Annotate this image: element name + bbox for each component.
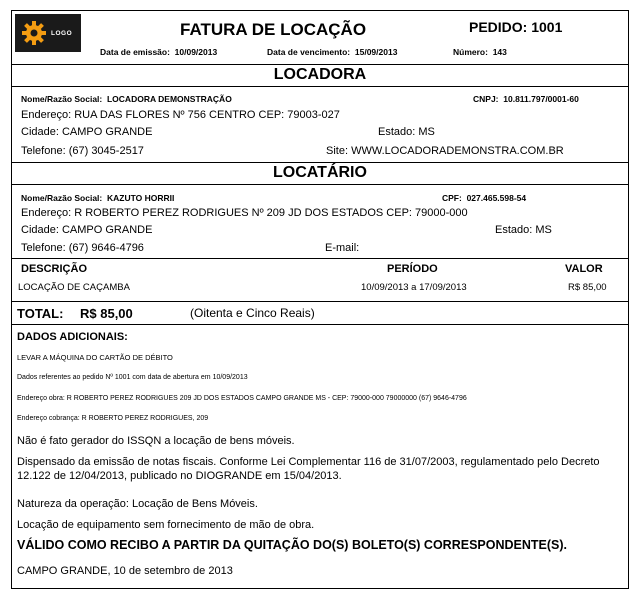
due-date-label: Data de vencimento: — [267, 47, 351, 57]
additional-line: Dados referentes ao pedido Nº 1001 com data de abertura em 10/09/2013 — [17, 374, 248, 381]
due-date — [267, 47, 397, 57]
item-row-value: R$ 85,00 — [568, 282, 607, 293]
locadora-name-label: Nome/Razão Social: — [21, 94, 103, 104]
emission-date — [100, 47, 217, 57]
items-header-value: VALOR — [565, 263, 603, 275]
locatario-cpf-label: CPF: — [442, 193, 462, 203]
gear-icon — [21, 20, 47, 46]
receipt-notice: VÁLIDO COMO RECIBO A PARTIR DA QUITAÇÃO DO(S) BOLETO(S) CORRESPONDENTE(S). — [17, 538, 567, 552]
additional-line: Dispensado da emissão de notas fiscais. Conforme Lei Complementar 116 de 31/07/2003, regulamentado pelo Decreto — [17, 456, 600, 468]
due-date-value: 15/09/2013 — [354, 47, 398, 57]
locatario-title: LOCATÁRIO — [273, 164, 367, 181]
total-label: TOTAL: — [17, 306, 64, 321]
items-header-period: PERÍODO — [387, 263, 438, 275]
additional-title: DADOS ADICIONAIS: — [17, 331, 128, 343]
invoice-sheet — [11, 10, 629, 589]
locatario-cpf — [442, 193, 526, 203]
items-header-description: DESCRIÇÃO — [21, 263, 88, 275]
item-row-period: 10/09/2013 a 17/09/2013 — [361, 282, 467, 293]
divider — [12, 86, 628, 87]
company-logo — [15, 14, 81, 52]
order-number: PEDIDO: 1001 — [469, 19, 563, 35]
locatario-state: Estado: MS — [495, 224, 552, 236]
locadora-cnpj-label: CNPJ: — [473, 94, 499, 104]
locadora-cnpj-value: 10.811.797/0001-60 — [503, 94, 579, 104]
additional-line: 12.122 de 12/04/2013, publicado no DIOGRANDE em 15/04/2013. — [17, 470, 342, 482]
locadora-address: Endereço: RUA DAS FLORES Nº 756 CENTRO CEP: 79003-027 — [21, 109, 340, 121]
emission-date-label: Data de emissão: — [100, 47, 170, 57]
locadora-state: Estado: MS — [378, 126, 435, 138]
locadora-name-value: LOCADORA DEMONSTRAÇÃO — [106, 94, 232, 104]
divider — [12, 324, 628, 325]
emission-date-value: 10/09/2013 — [174, 47, 218, 57]
locatario-address: Endereço: R ROBERTO PEREZ RODRIGUES Nº 209 JD DOS ESTADOS CEP: 79000-000 — [21, 207, 468, 219]
locadora-phone: Telefone: (67) 3045-2517 — [21, 145, 144, 157]
locadora-name — [21, 94, 232, 104]
invoice-number-value: 143 — [492, 47, 507, 57]
invoice-title: FATURA DE LOCAÇÃO — [180, 20, 367, 39]
locatario-name-value: KAZUTO HORRII — [106, 193, 175, 203]
additional-line: Endereço obra: R ROBERTO PEREZ RODRIGUES 209 JD DOS ESTADOS CAMPO GRANDE MS - CEP: 79000-000 79000000 (67) 9646-4796 — [17, 395, 467, 402]
additional-line: Natureza da operação: Locação de Bens Móveis. — [17, 498, 258, 510]
additional-line: Endereço cobrança: R ROBERTO PEREZ RODRIGUES, 209 — [17, 415, 209, 422]
locatario-email: E-mail: — [325, 242, 360, 254]
total-in-words: (Oitenta e Cinco Reais) — [190, 306, 315, 320]
locatario-name — [21, 193, 174, 203]
additional-line: Não é fato gerador do ISSQN a locação de bens móveis. — [17, 435, 295, 447]
locadora-city: Cidade: CAMPO GRANDE — [21, 126, 153, 138]
divider — [12, 184, 628, 185]
total-value: R$ 85,00 — [80, 306, 133, 321]
locadora-title: LOCADORA — [273, 66, 367, 83]
locadora-cnpj — [473, 94, 579, 104]
locatario-cpf-value: 027.465.598-54 — [466, 193, 527, 203]
item-row-description: LOCAÇÃO DE CAÇAMBA — [18, 282, 130, 293]
divider — [12, 162, 628, 163]
locatario-phone: Telefone: (67) 9646-4796 — [21, 242, 144, 254]
invoice-number-label: Número: — [453, 47, 488, 57]
locadora-site: Site: WWW.LOCADORADEMONSTRA.COM.BR — [326, 145, 564, 157]
divider — [12, 258, 628, 259]
additional-line: LEVAR A MÁQUINA DO CARTÃO DE DÉBITO — [17, 353, 173, 362]
logo-text: LOGO — [51, 29, 73, 37]
locatario-city: Cidade: CAMPO GRANDE — [21, 224, 153, 236]
additional-line: Locação de equipamento sem fornecimento de mão de obra. — [17, 519, 315, 531]
place-date: CAMPO GRANDE, 10 de setembro de 2013 — [17, 565, 233, 577]
divider — [12, 64, 628, 65]
invoice-number — [453, 47, 507, 57]
locatario-name-label: Nome/Razão Social: — [21, 193, 103, 203]
divider — [12, 301, 628, 302]
